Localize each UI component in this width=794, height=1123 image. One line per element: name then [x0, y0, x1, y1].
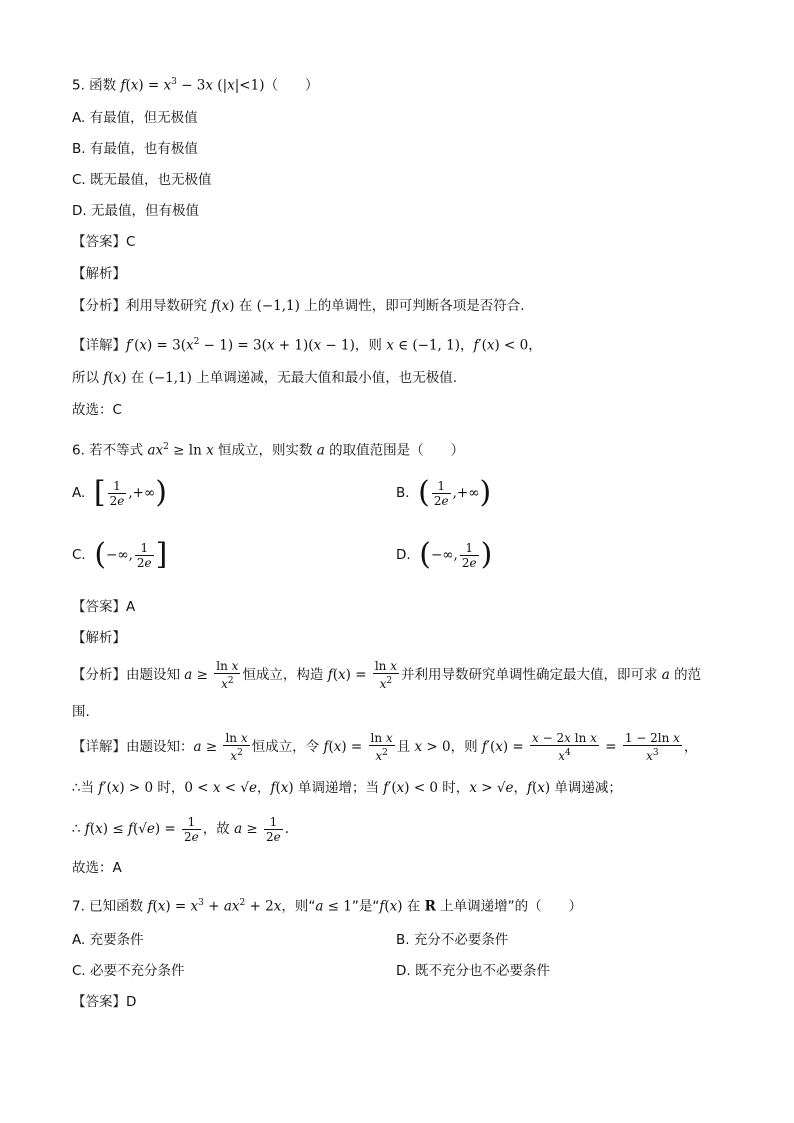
q7-option-b: B. 充分不必要条件: [396, 932, 509, 948]
q7-option-d: D. 既不充分也不必要条件: [396, 963, 550, 979]
q7-stem: 7. 已知函数 $f(x) = x^3 + ax^2 + 2x$，则“a ≤ 1”是“f(x) 在 R 上单调递增”的（ ）: [72, 898, 583, 915]
q5-answer: 【答案】C: [72, 234, 136, 250]
q5-option-c: C. 既无最值，也无极值: [72, 172, 212, 188]
q6-fenxi: 【分析】由题设知 a ≥ $\frac{\text{ln x}}{x^2}$ 恒成立，构造 f(x) = $\frac{\text{ln x}}{x^2}$ 并利用导数研究单调性确定最大值，即可求 a 的范: [72, 659, 702, 691]
q6-option-c: C. ( −∞, $\frac{1}{2e}$ ]: [72, 537, 168, 572]
q5-option-d: D. 无最值，但有极值: [72, 203, 199, 219]
q6-stem: 6. 若不等式 $ax^2 \ge \ln x$ 恒成立，则实数 a 的取值范围是（ ）: [72, 442, 465, 459]
q5-conclusion: 所以 f(x) 在 (−1,1) 上单调递减，无最大值和最小值，也无极值.: [72, 370, 457, 386]
q7-answer: 【答案】D: [72, 994, 137, 1010]
q5-choice: 故选：C: [72, 402, 122, 418]
q6-line3: ∴ f(x) ≤ f(√e) = $\frac{1}{2e}$ ，故 a ≥ $\frac{1}{2e}$ .: [72, 814, 290, 844]
q6-option-b: B. ( $\frac{1}{2e}$ ,+∞ ): [396, 475, 492, 510]
q5-analysis-tag: 【解析】: [72, 266, 126, 282]
q6-option-a: A. [ $\frac{1}{2e}$ ,+∞ ): [72, 475, 167, 510]
q6-fenxi-cont: 围.: [72, 704, 90, 720]
q5-option-b: B. 有最值，也有极值: [72, 141, 198, 157]
q6-answer: 【答案】A: [72, 599, 136, 615]
q7-option-a: A. 充要条件: [72, 932, 144, 948]
q6-option-d: D. ( −∞, $\frac{1}{2e}$ ): [396, 537, 493, 572]
q6-choice: 故选：A: [72, 860, 122, 876]
q7-option-c: C. 必要不充分条件: [72, 963, 185, 979]
q6-analysis-tag: 【解析】: [72, 630, 126, 646]
q6-line2: ∴当 f′(x) > 0 时，0 < x < √e，f(x) 单调递增；当 f′(x) < 0 时，x > √e，f(x) 单调递减；: [72, 780, 622, 796]
q6-xiangjie: 【详解】由题设知：a ≥ $\frac{\text{ln x}}{x^2}$ 恒成立，令 f(x) = $\frac{\text{ln x}}{x^2}$ 且 x > 0，则 f′(x) = $\frac{\text{x − 2x ln x}}{x^4}$ = $\frac{\text{1 − 2ln x}}{x^3}$ ，: [72, 731, 698, 763]
q5-fenxi: 【分析】利用导数研究 f(x) 在 (−1,1) 上的单调性，即可判断各项是否符合.: [72, 298, 525, 314]
q5-xiangjie: 【详解】$f'(x) = 3(x^2 - 1) = 3(x + 1)(x - 1)$，则 x ∈ (−1, 1)，f′(x) < 0，: [72, 337, 542, 354]
q5-stem: 5. 函数 $f(x) = x^3 - 3x$ (|x|<1)（ ）: [72, 77, 319, 94]
q5-option-a: A. 有最值，但无极值: [72, 110, 198, 126]
